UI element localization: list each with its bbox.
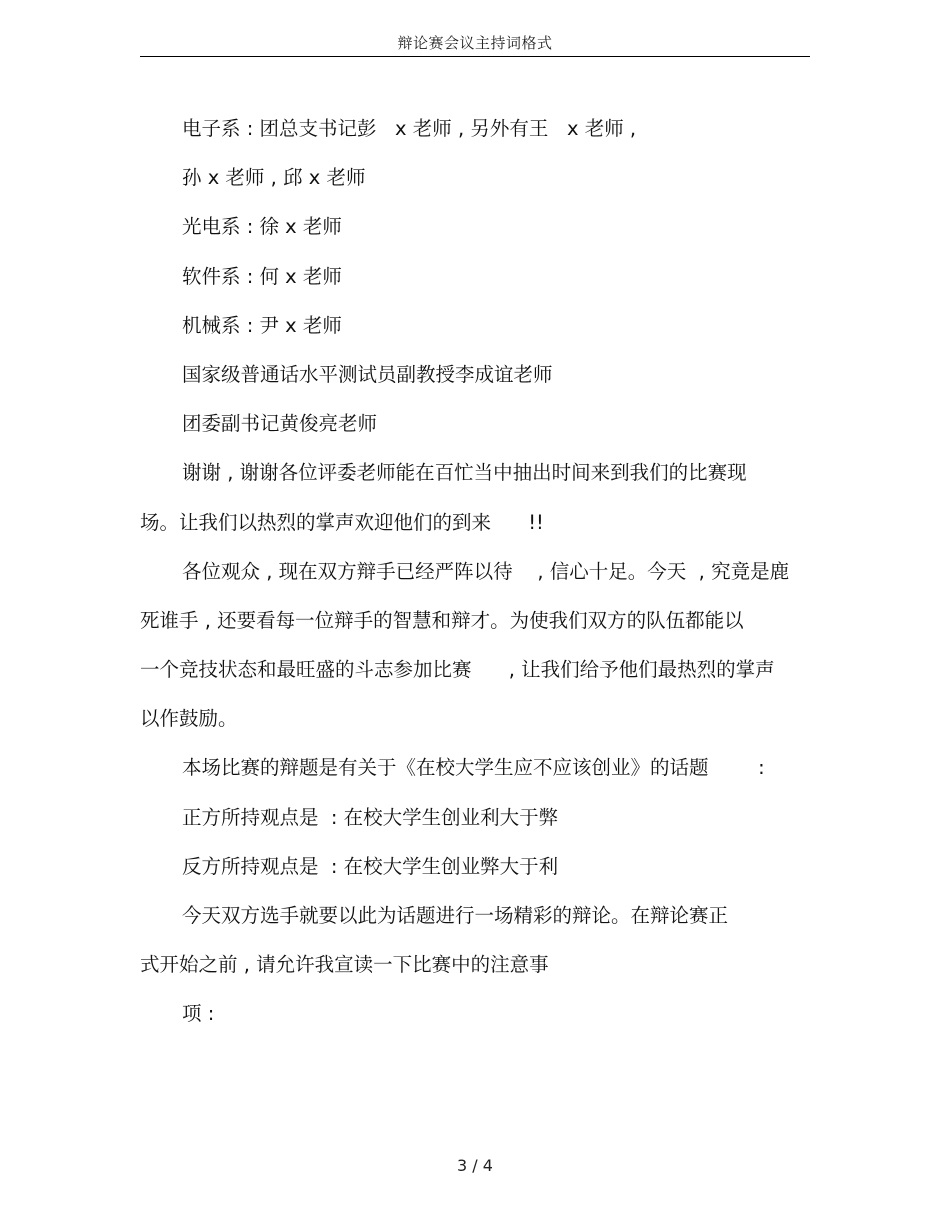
header-divider	[140, 56, 810, 57]
text-line: 以作鼓励。	[140, 707, 238, 731]
text-line: 今天双方选手就要以此为话题进行一场精彩的辩论。在辩论赛正	[182, 904, 729, 927]
text-line: 团委副书记黄俊亮老师	[182, 412, 378, 436]
text-line: 各位观众 , 现在双方辩手已经严阵以待 , 信心十足。今天 , 究竟是鹿	[182, 559, 790, 583]
page-header-title: 辩论赛会议主持词格式	[397, 34, 553, 52]
text-line: 项 :	[182, 1002, 215, 1026]
text-line: 一个竞技状态和最旺盛的斗志参加比赛 , 让我们给予他们最热烈的掌声	[140, 658, 775, 682]
text-line: 死谁手 , 还要看每一位辩手的智慧和辩才。为使我们双方的队伍都能以	[140, 608, 744, 632]
text-line: 软件系 : 何 x 老师	[182, 264, 342, 288]
text-line: 孙 x 老师 , 邱 x 老师	[182, 166, 366, 190]
text-line: 正方所持观点是 : 在校大学生创业利大于弊	[182, 805, 559, 829]
document-body	[140, 104, 810, 1039]
text-line: 机械系 : 尹 x 老师	[182, 313, 342, 337]
text-line: 国家级普通话水平测试员副教授李成谊老师	[182, 362, 553, 386]
text-line: 光电系 : 徐 x 老师	[182, 215, 342, 239]
text-line: 式开始之前 , 请允许我宣读一下比赛中的注意事	[140, 953, 549, 977]
text-line: 反方所持观点是 : 在校大学生创业弊大于利	[182, 854, 559, 878]
text-line: 场。让我们以热烈的掌声欢迎他们的到来 !!	[140, 510, 544, 534]
text-line: 谢谢 , 谢谢各位评委老师能在百忙当中抽出时间来到我们的比赛现	[182, 461, 747, 485]
page-number: 3 / 4	[457, 1156, 493, 1175]
text-line: 电子系 : 团总支书记彭 x 老师 , 另外有王 x 老师 ,	[182, 117, 637, 140]
text-line: 本场比赛的辩题是有关于《在校大学生应不应该创业》的话题 :	[182, 756, 765, 780]
